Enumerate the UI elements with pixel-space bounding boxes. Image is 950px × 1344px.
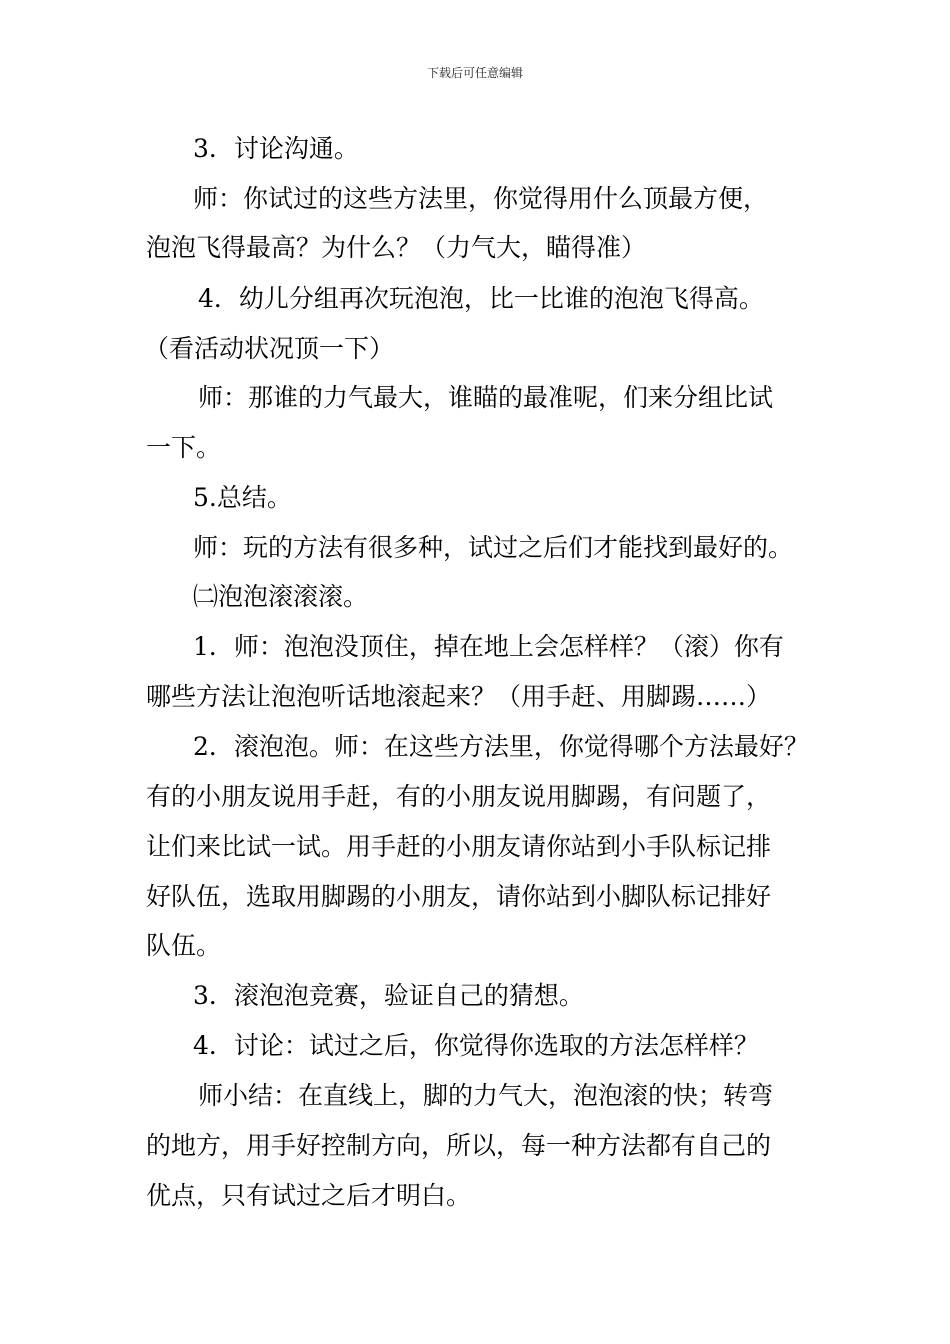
paragraph-line: 有的小朋友说用手赶，有的小朋友说用脚踢，有问题了， (146, 782, 772, 811)
paragraph-line: 1．师：泡泡没顶住，掉在地上会怎样样？（滚）你有 (193, 632, 784, 661)
paragraph-line: 2．滚泡泡。师：在这些方法里，你觉得哪个方法最好？ (193, 732, 809, 761)
paragraph-line: 哪些方法让泡泡听话地滚起来？（用手赶、用脚踢……） (146, 682, 772, 711)
paragraph-line: 3．讨论沟通。 (193, 134, 359, 163)
paragraph-line: 一下。 (146, 433, 222, 462)
paragraph-line: 泡泡飞得最高？为什么？（力气大，瞄得准） (146, 233, 647, 262)
paragraph-line: 的地方，用手好控制方向，所以，每一种方法都有自己的 (146, 1131, 772, 1160)
paragraph-line: ㈡泡泡滚滚滚。 (193, 582, 369, 611)
paragraph-line: 让们来比试一试。用手赶的小朋友请你站到小手队标记排 (146, 832, 772, 861)
paragraph-line: 3．滚泡泡竞赛，验证自己的猜想。 (193, 981, 584, 1010)
paragraph-line: 师：玩的方法有很多种，试过之后们才能找到最好的。 (193, 533, 794, 562)
paragraph-line: 4．幼儿分组再次玩泡泡，比一比谁的泡泡飞得高。 (198, 284, 764, 313)
paragraph-line: 师：那谁的力气最大，谁瞄的最准呢，们来分组比试 (198, 383, 774, 412)
paragraph-line: 队伍。 (146, 931, 222, 960)
paragraph-line: （看活动状况顶一下） (144, 334, 395, 363)
page-header: 下载后可任意编辑 (426, 66, 523, 80)
paragraph-line: 好队伍，选取用脚踢的小朋友，请你站到小脚队标记排好 (146, 882, 772, 911)
paragraph-line: 5.总结。 (193, 483, 292, 512)
paragraph-line: 优点，只有试过之后才明白。 (146, 1181, 472, 1210)
paragraph-line: 师小结：在直线上，脚的力气大，泡泡滚的快；转弯 (198, 1081, 774, 1110)
paragraph-line: 师：你试过的这些方法里，你觉得用什么顶最方便， (193, 184, 769, 213)
paragraph-line: 4．讨论：试过之后，你觉得你选取的方法怎样样？ (193, 1031, 759, 1060)
